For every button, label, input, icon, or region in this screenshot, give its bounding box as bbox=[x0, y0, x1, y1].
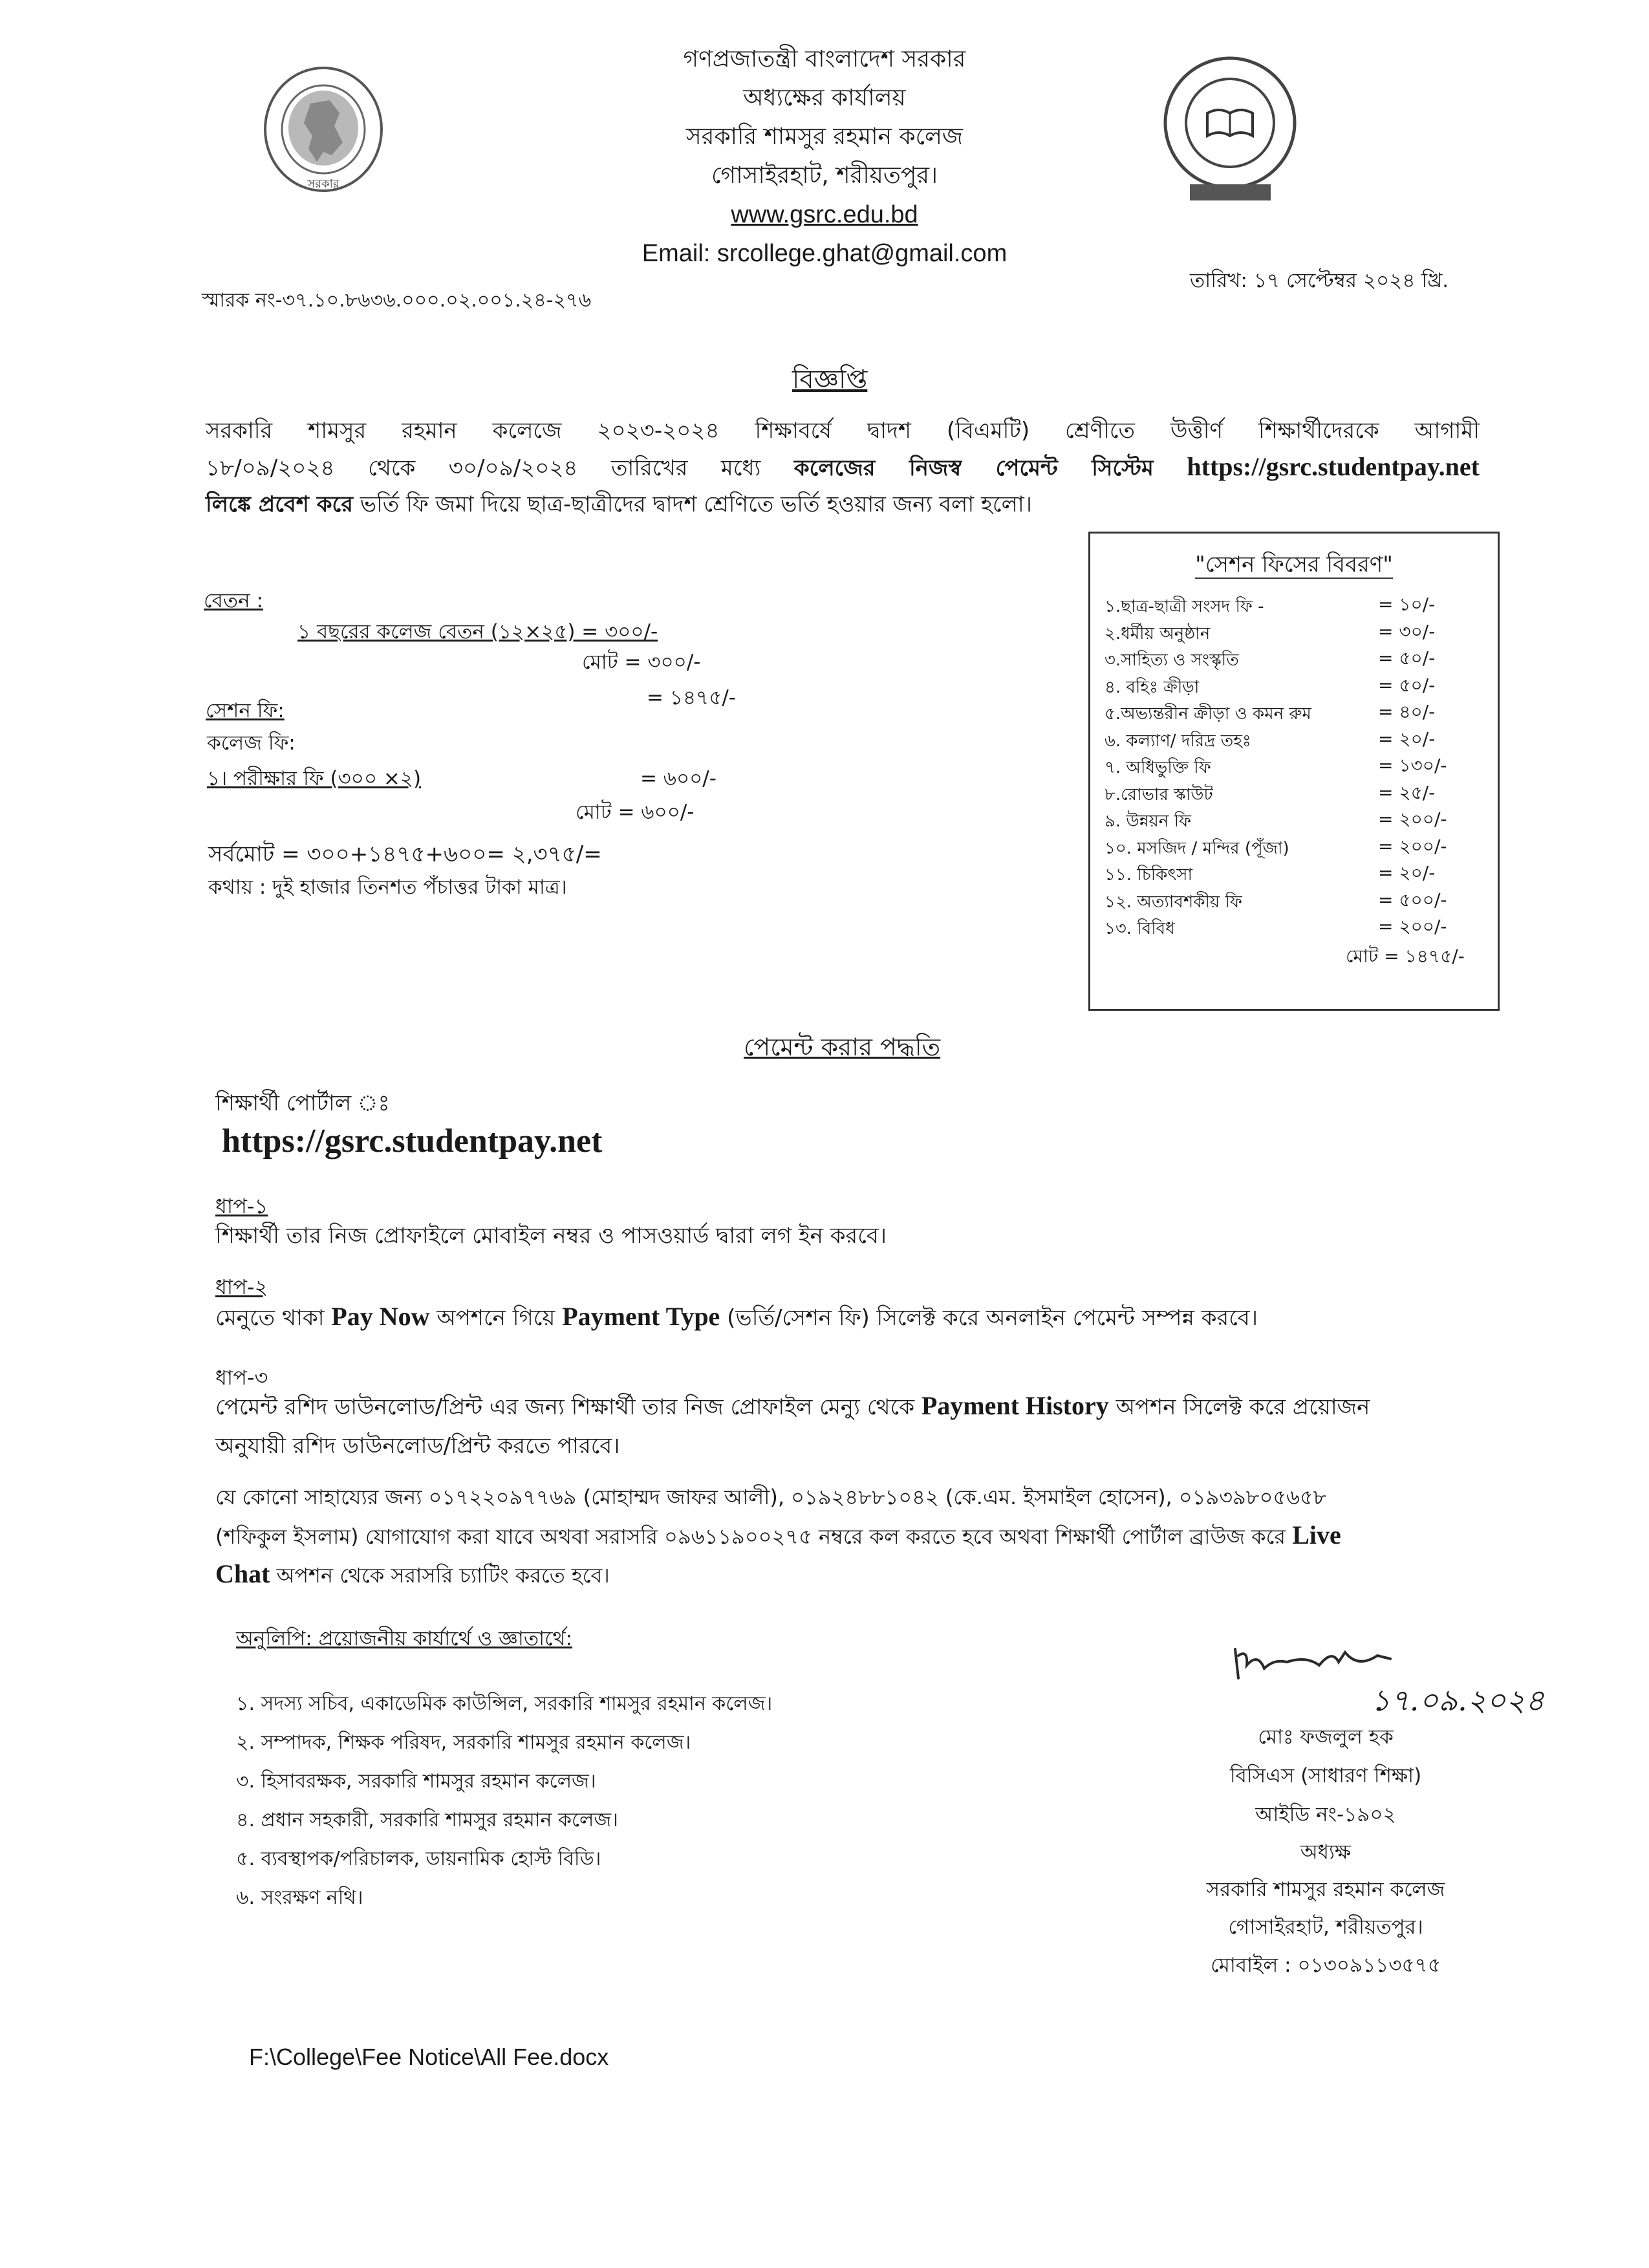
session-fee-row-label: ৫.অভ্যন্তরীন ক্রীড়া ও কমন রুম bbox=[1105, 704, 1311, 724]
memo-number: স্মারক নং-৩৭.১০.৮৬৩৬.০০০.০২.০০১.২৪-২৭৬ bbox=[202, 289, 592, 312]
session-fee-row-amount: = ৫০০/- bbox=[1378, 889, 1447, 911]
header-address: গোসাইরহাট, শরীয়তপুর। bbox=[711, 162, 938, 189]
college-fee-total: মোট = ৬০০/- bbox=[576, 801, 695, 824]
notice-line-2: ১৮/০৯/২০২৪ থেকে ৩০/০৯/২০২৪ তারিখের মধ্যে কলেজের নিজস্ব পেমেন্ট সিস্টেম https://gsrc.studentpay.net bbox=[206, 452, 1480, 481]
website-link[interactable]: www.gsrc.edu.bd bbox=[731, 201, 918, 228]
salary-label: বেতন : bbox=[204, 589, 263, 612]
exam-fee-item: ১। পরীক্ষার ফি (৩০০ ×২) bbox=[207, 767, 422, 790]
signatory-id: আইডি নং-১৯০২ bbox=[1255, 1803, 1396, 1826]
notice-line-1: সরকারি শামসুর রহমান কলেজে ২০২৩-২০২৪ শিক্ষাবর্ষে দ্বাদশ (বিএমটি) শ্রেণীতে উত্তীর্ণ শিক্ষার্থীদেরকে আগামী bbox=[206, 418, 1480, 444]
header-college: সরকারি শামসুর রহমান কলেজ bbox=[685, 124, 964, 150]
cc-item: ২. সম্পাদক, শিক্ষক পরিষদ, সরকারি শামসুর রহমান কলেজ। bbox=[236, 1731, 691, 1754]
exam-fee-row bbox=[207, 763, 737, 797]
signatory-name: মোঃ ফজলুল হক bbox=[1258, 1725, 1394, 1749]
session-fee-row-label: ৩.সাহিত্য ও সংস্কৃতি bbox=[1105, 651, 1239, 670]
step-1-text: শিক্ষার্থী তার নিজ প্রোফাইলে মোবাইল নম্বর ও পাসওয়ার্ড দ্বারা লগ ইন করবে। bbox=[215, 1223, 887, 1249]
svg-text:সরকার: সরকার bbox=[307, 177, 339, 191]
session-fee-row-amount: = ১০/- bbox=[1378, 594, 1436, 615]
notice-paragraph bbox=[206, 413, 1480, 523]
cc-item: ৩. হিসাবরক্ষক, সরকারি শামসুর রহমান কলেজ। bbox=[236, 1770, 596, 1793]
session-fee-row-label: ২.ধর্মীয় অনুষ্ঠান bbox=[1105, 623, 1211, 643]
session-fee-row-amount: = ৩০/- bbox=[1378, 620, 1436, 642]
letterhead bbox=[501, 40, 1148, 273]
file-path: F:\College\Fee Notice\All Fee.docx bbox=[249, 2044, 609, 2070]
session-fee-row-amount: = ৫০/- bbox=[1378, 674, 1436, 696]
portal-label: শিক্ষার্থী পোর্টাল ঃ bbox=[215, 1090, 390, 1116]
cc-item: ১. সদস্য সচিব, একাডেমিক কাউন্সিল, সরকারি শামসুর রহমান কলেজ। bbox=[236, 1692, 773, 1715]
portal-url-link[interactable]: https://gsrc.studentpay.net bbox=[222, 1123, 603, 1160]
salary-total: মোট = ৩০০/- bbox=[582, 651, 701, 674]
session-fee-row-label: ১১. চিকিৎসা bbox=[1105, 865, 1192, 885]
college-fee-label: কলেজ ফি: bbox=[207, 731, 296, 755]
cc-item: ৬. সংরক্ষণ নথি। bbox=[236, 1886, 363, 1909]
session-table-title: "সেশন ফিসের বিবরণ" bbox=[1195, 552, 1393, 578]
handwritten-date: ১৭.০৯.২০২৪ bbox=[1371, 1683, 1545, 1718]
session-fee-row-label: ৬. কল্যাণ/ দরিদ্র তহঃ bbox=[1105, 731, 1251, 751]
session-fee-row-amount: = ২০/- bbox=[1378, 728, 1436, 750]
notice-system-label: কলেজের নিজস্ব পেমেন্ট সিস্টেম bbox=[793, 455, 1154, 481]
grand-total: সর্বমোট = ৩০০+১৪৭৫+৬০০= ২,৩৭৫/= bbox=[208, 841, 602, 867]
cc-item: ৫. ব্যবস্থাপক/পরিচালক, ডায়নামিক হোস্ট বিডি। bbox=[236, 1848, 601, 1870]
session-fee-value: = ১৪৭৫/- bbox=[647, 686, 736, 709]
email-address: Email: srcollege.ghat@gmail.com bbox=[641, 240, 1008, 267]
notice-line-3: লিঙ্কে প্রবেশ করে ভর্তি ফি জমা দিয়ে ছাত্র-ছাত্রীদের দ্বাদশ শ্রেণিতে ভর্তি হওয়ার জন্য বলা হলো। bbox=[206, 491, 1032, 517]
step-1-label: ধাপ-১ bbox=[215, 1194, 268, 1218]
session-fee-row-amount: = ২০/- bbox=[1378, 862, 1436, 883]
help-line-1: যে কোনো সাহায্যের জন্য ০১৭২২০৯৭৭৬৯ (মোহাম্মদ জাফর আলী), ০১৯২৪৮৮১০৪২ (কে.এম. ইসমাইল হোসেন), ০১৯৩৯৮০৫৬৫৮ bbox=[215, 1485, 1327, 1509]
help-line-2: (শফিকুল ইসলাম) যোগাযোগ করা যাবে অথবা সরাসরি ০৯৬১১৯০০২৭৫ নম্বরে কল করতে হবে অথবা শিক্ষার্থী পোর্টাল ব্রাউজ করে Live bbox=[215, 1520, 1341, 1550]
cc-title: অনুলিপি: প্রয়োজনীয় কার্যার্থে ও জ্ঞাতার্থে: bbox=[236, 1627, 573, 1650]
exam-fee-value: = ৬০০/- bbox=[640, 767, 717, 790]
session-fee-row-amount: = ২০০/- bbox=[1378, 835, 1447, 857]
header-office: অধ্যক্ষের কার্যালয় bbox=[743, 85, 906, 111]
payment-site-link[interactable]: https://gsrc.studentpay.net bbox=[1187, 452, 1480, 481]
signatory-mobile: মোবাইল : ০১৩০৯১১৩৫৭৫ bbox=[1211, 1954, 1441, 1977]
signatory-cadre: বিসিএস (সাধারণ শিক্ষা) bbox=[1229, 1764, 1422, 1787]
college-seal-icon bbox=[1161, 52, 1300, 207]
signatory-address: গোসাইরহাট, শরীয়তপুর। bbox=[1228, 1916, 1423, 1939]
session-fee-row-label: ১২. অত্যাবশকীয় ফি bbox=[1105, 892, 1242, 912]
step-3-label: ধাপ-৩ bbox=[215, 1365, 268, 1390]
amount-in-words: কথায় : দুই হাজার তিনশত পঁচাত্তর টাকা মাত্র। bbox=[208, 876, 567, 899]
signatory-college: সরকারি শামসুর রহমান কলেজ bbox=[1206, 1878, 1445, 1901]
session-fee-row-label: ১৩. বিবিধ bbox=[1105, 919, 1175, 938]
signatory-designation: অধ্যক্ষ bbox=[1300, 1841, 1352, 1864]
help-line-3: Chat অপশন থেকে সরাসরি চ্যাটিং করতে হবে। bbox=[215, 1559, 610, 1588]
session-fee-row-amount: = ২০০/- bbox=[1378, 808, 1447, 830]
salary-item: ১ বছরের কলেজ বেতন (১২×২৫) = ৩০০/- bbox=[297, 620, 658, 643]
session-fee-row-label: ৭. অধিভুক্তি ফি bbox=[1105, 758, 1211, 777]
notice-title: বিজ্ঞপ্তি bbox=[792, 365, 868, 394]
government-seal-icon bbox=[262, 65, 385, 194]
step-2-label: ধাপ-২ bbox=[215, 1275, 268, 1299]
session-fee-row-label: ৯. উন্নয়ন ফি bbox=[1105, 812, 1192, 831]
session-fee-row-amount: = ৪০/- bbox=[1378, 701, 1436, 722]
session-fee-row-amount: = ২০০/- bbox=[1378, 916, 1447, 937]
session-fee-row-amount: = ২৫/- bbox=[1378, 781, 1436, 803]
session-fee-row-label: ৮.রোভার স্কাউট bbox=[1105, 784, 1213, 805]
header-govt: গণপ্রজাতন্ত্রী বাংলাদেশ সরকার bbox=[683, 46, 966, 72]
notice-date: তারিখ: ১৭ সেপ্টেম্বর ২০২৪ খ্রি. bbox=[1190, 269, 1449, 292]
session-fee-row-label: ১০. মসজিদ / মন্দির (পূঁজা) bbox=[1105, 838, 1289, 858]
session-fee-row-label: ৪. বহিঃ ক্রীড়া bbox=[1105, 677, 1200, 697]
session-fee-label: সেশন ফি: bbox=[206, 699, 285, 722]
session-fee-table bbox=[1088, 532, 1500, 1011]
step-3-text-line-1: পেমেন্ট রশিদ ডাউনলোড/প্রিন্ট এর জন্য শিক্ষার্থী তার নিজ প্রোফাইল মেন্যু থেকে Payment History অপশন সিলেক্ট করে প্রয়োজন bbox=[215, 1391, 1370, 1420]
method-title: পেমেন্ট করার পদ্ধতি bbox=[744, 1033, 941, 1061]
step-2-text: মেনুতে থাকা Pay Now অপশনে গিয়ে Payment Type (ভর্তি/সেশন ফি) সিলেক্ট করে অনলাইন পেমেন্ট সম্পন্ন করবে। bbox=[215, 1302, 1258, 1331]
session-table-total: মোট = ১৪৭৫/- bbox=[1346, 945, 1465, 967]
cc-item: ৪. প্রধান সহকারী, সরকারি শামসুর রহমান কলেজ। bbox=[236, 1809, 618, 1831]
session-fee-row-amount: = ৫০/- bbox=[1378, 647, 1436, 669]
step-3-text-line-2: অনুযায়ী রশিদ ডাউনলোড/প্রিন্ট করতে পারবে। bbox=[215, 1433, 620, 1459]
session-fee-row-amount: = ১৩০/- bbox=[1378, 755, 1447, 776]
session-fee-row-label: ১.ছাত্র-ছাত্রী সংসদ ফি - bbox=[1105, 597, 1264, 616]
